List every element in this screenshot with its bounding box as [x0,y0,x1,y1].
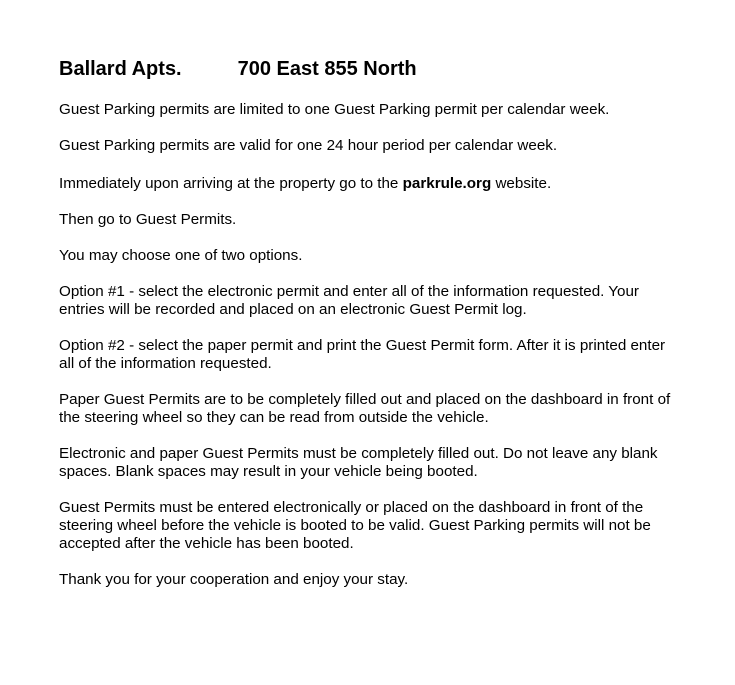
website-instruction-prefix: Immediately upon arriving at the property go to the [59,175,403,192]
property-address: 700 East 855 North [237,58,417,80]
paragraph-permit-limit: Guest Parking permits are limited to one Guest Parking permit per calendar week. [59,101,610,118]
paragraph-guest-permits-step: Then go to Guest Permits. [59,211,237,228]
paragraph-paper-permit-placement: Paper Guest Permits are to be completely filled out and placed on the dashboard in front of the steering wheel so they can be read from outside the vehicle. [59,391,671,426]
website-instruction-suffix: website. [491,175,552,192]
paragraph-options-intro: You may choose one of two options. [59,247,303,264]
paragraph-option-1: Option #1 - select the electronic permit and enter all of the information requested. Your entries will be recorded and placed on an electronic Guest Permit log. [59,283,639,318]
paragraph-website-instruction [59,175,679,193]
paragraph-complete-permits: Electronic and paper Guest Permits must be completely filled out. Do not leave any blank spaces. Blank spaces may result in your vehicle being booted. [59,445,658,480]
document-page [59,57,679,607]
website-name: parkrule.org [402,175,492,192]
property-name: Ballard Apts. [59,58,182,80]
paragraph-thank-you: Thank you for your cooperation and enjoy your stay. [59,571,409,588]
document-header [59,57,679,81]
paragraph-booting-policy: Guest Permits must be entered electronically or placed on the dashboard in front of the steering wheel before the vehicle is booted to be valid. Guest Parking permits will not be accepted after the vehicle has been booted. [59,499,651,552]
paragraph-option-2: Option #2 - select the paper permit and print the Guest Permit form. After it is printed enter all of the information requested. [59,337,666,372]
paragraph-permit-validity: Guest Parking permits are valid for one 24 hour period per calendar week. [59,137,558,154]
